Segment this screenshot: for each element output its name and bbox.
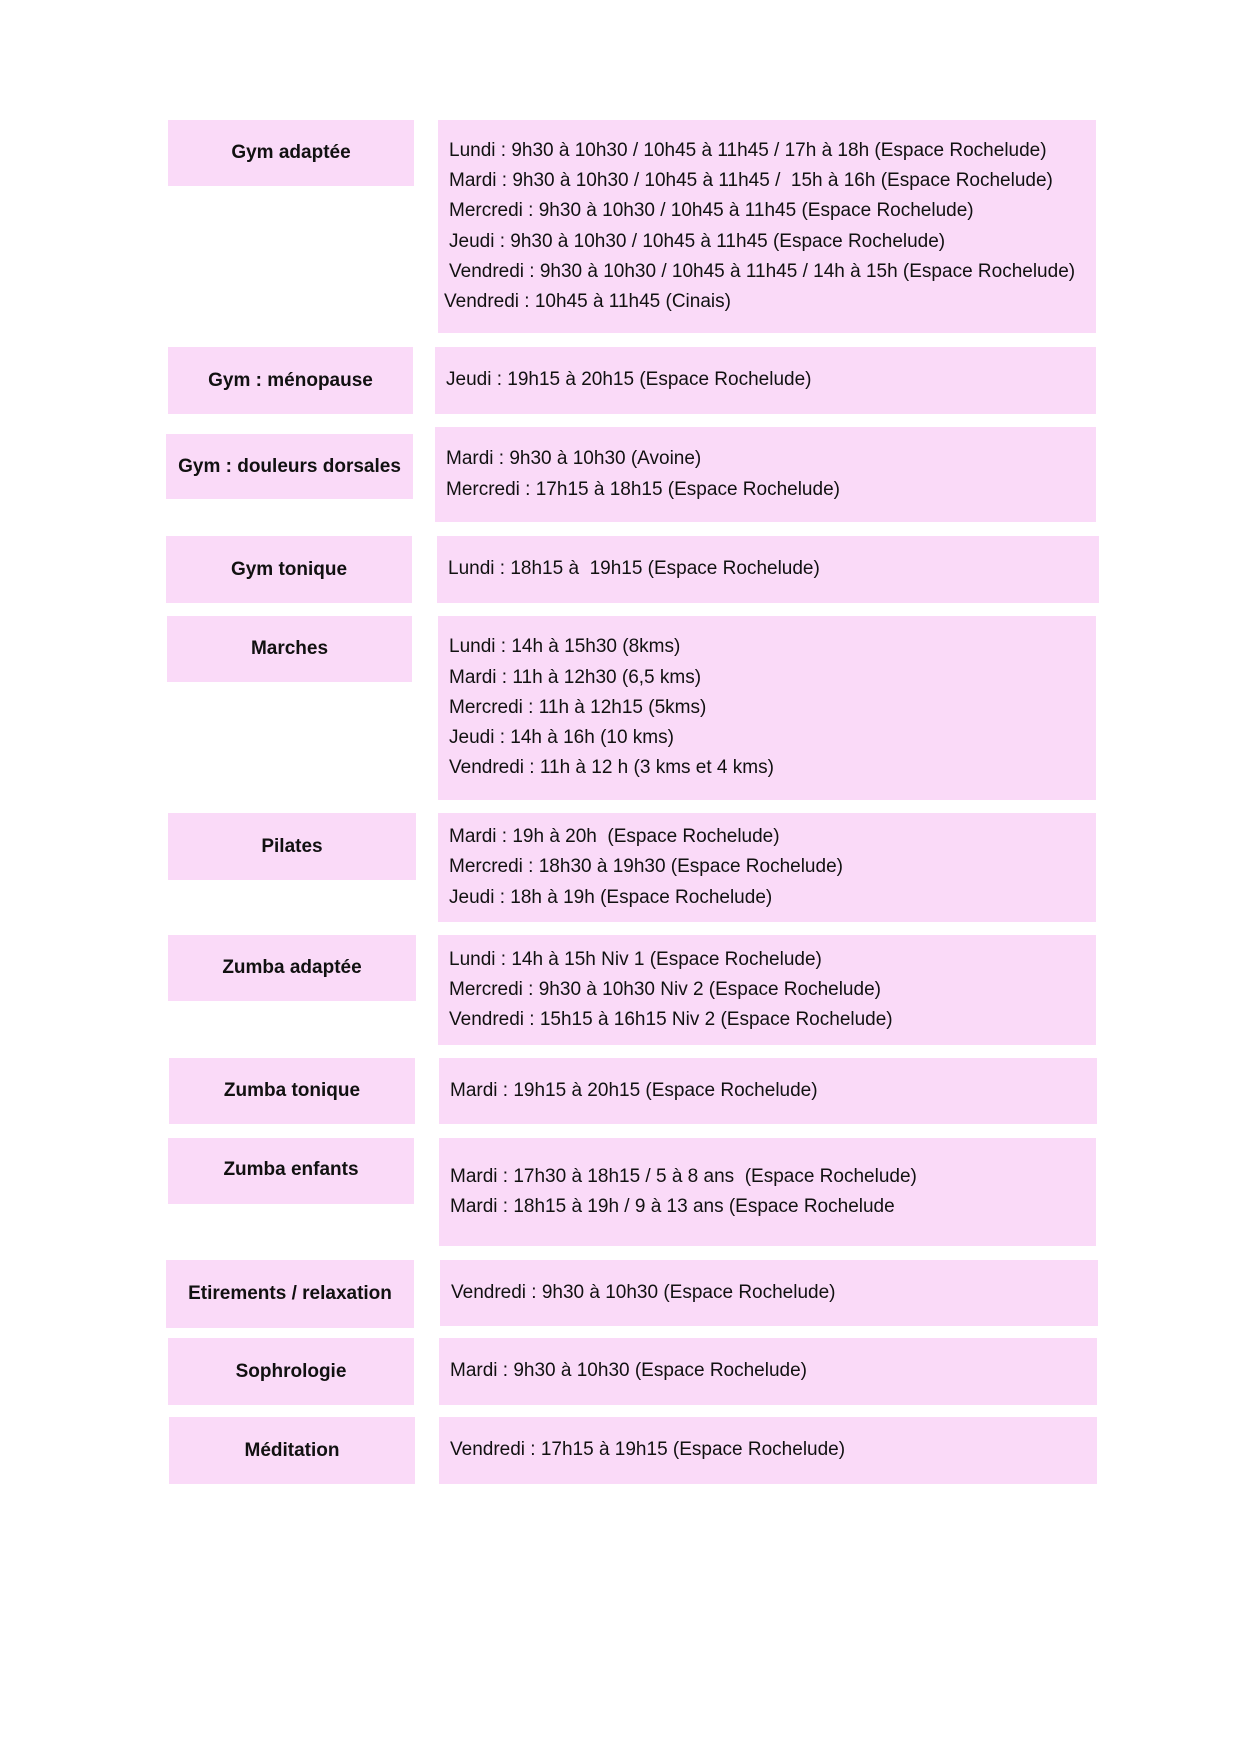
activity-label-gym-tonique xyxy=(166,536,412,603)
activity-label-text: Pilates xyxy=(261,835,323,857)
schedule-line: Lundi : 18h15 à 19h15 (Espace Rochelude) xyxy=(448,558,820,580)
schedule-line: Jeudi : 9h30 à 10h30 / 10h45 à 11h45 (Espace Rochelude) xyxy=(449,230,946,252)
activity-schedule-marches xyxy=(438,616,1096,800)
activity-schedule-gym-adaptee xyxy=(438,120,1096,333)
activity-label-meditation xyxy=(169,1417,415,1484)
activity-label-etirements-relaxation xyxy=(166,1260,414,1328)
schedule-line: Mardi : 18h15 à 19h / 9 à 13 ans (Espace Rochelude xyxy=(450,1196,895,1217)
schedule-line: Vendredi : 17h15 à 19h15 (Espace Rochelude) xyxy=(450,1439,846,1461)
activity-label-text: Gym : ménopause xyxy=(208,369,373,391)
activity-label-gym-menopause xyxy=(168,347,413,414)
schedule-line: Lundi : 14h à 15h30 (8kms) xyxy=(449,636,681,658)
schedule-line: Mercredi : 18h30 à 19h30 (Espace Rochelude) xyxy=(449,856,843,878)
schedule-line: Vendredi : 9h30 à 10h30 (Espace Rochelude) xyxy=(451,1281,836,1303)
activity-label-gym-douleurs-dorsales xyxy=(166,434,413,499)
activity-label-text: Gym adaptée xyxy=(231,142,351,163)
schedule-line: Mardi : 11h à 12h30 (6,5 kms) xyxy=(449,666,702,688)
schedule-line: Jeudi : 19h15 à 20h15 (Espace Rochelude) xyxy=(446,369,812,391)
activity-label-sophrologie xyxy=(168,1338,414,1405)
schedule-line: Mercredi : 11h à 12h15 (5kms) xyxy=(449,696,707,718)
activity-schedule-meditation xyxy=(439,1417,1097,1484)
schedule-line: Mercredi : 9h30 à 10h30 Niv 2 (Espace Rochelude) xyxy=(449,978,881,1000)
activity-label-text: Marches xyxy=(250,638,329,659)
schedule-line: Mercredi : 17h15 à 18h15 (Espace Rochelude) xyxy=(446,478,840,500)
activity-label-zumba-adaptee xyxy=(168,935,416,1001)
activity-schedule-gym-douleurs-dorsales xyxy=(435,427,1096,522)
schedule-line: Jeudi : 14h à 16h (10 kms) xyxy=(449,727,674,749)
activity-schedule-etirements-relaxation xyxy=(440,1260,1098,1326)
schedule-line: Mardi : 19h à 20h (Espace Rochelude) xyxy=(449,826,780,848)
activity-schedule-zumba-adaptee xyxy=(438,935,1096,1045)
activity-label-marches xyxy=(167,616,412,682)
activity-schedule-gym-tonique xyxy=(437,536,1099,603)
schedule-line: Vendredi : 15h15 à 16h15 Niv 2 (Espace Rochelude) xyxy=(449,1009,893,1031)
activity-label-text: Gym tonique xyxy=(230,558,348,580)
schedule-line: Mardi : 17h30 à 18h15 / 5 à 8 ans (Espace Rochelude) xyxy=(450,1165,917,1187)
schedule-line: Mardi : 9h30 à 10h30 / 10h45 à 11h45 / 15h à 16h (Espace Rochelude) xyxy=(449,170,1053,192)
schedule-line: Mardi : 9h30 à 10h30 (Avoine) xyxy=(446,448,702,470)
schedule-line: Vendredi : 9h30 à 10h30 / 10h45 à 11h45 / 14h à 15h (Espace Rochelude) xyxy=(449,260,1076,282)
activity-label-text: Zumba enfants xyxy=(223,1159,359,1180)
schedule-line: Jeudi : 18h à 19h (Espace Rochelude) xyxy=(449,886,773,908)
activity-schedule-zumba-enfants xyxy=(439,1138,1096,1246)
schedule-line: Vendredi : 10h45 à 11h45 (Cinais) xyxy=(444,290,731,312)
activity-schedule-zumba-tonique xyxy=(439,1058,1097,1124)
activity-label-zumba-tonique xyxy=(169,1058,415,1124)
schedule-line: Mercredi : 9h30 à 10h30 / 10h45 à 11h45 (Espace Rochelude) xyxy=(449,200,974,222)
activity-label-text: Zumba tonique xyxy=(223,1080,361,1101)
activity-label-zumba-enfants xyxy=(168,1138,414,1204)
schedule-line: Lundi : 9h30 à 10h30 / 10h45 à 11h45 / 17h à 18h (Espace Rochelude) xyxy=(449,139,1047,161)
activity-label-text: Sophrologie xyxy=(235,1360,347,1382)
schedule-line: Mardi : 19h15 à 20h15 (Espace Rochelude) xyxy=(450,1079,818,1101)
activity-label-pilates xyxy=(168,813,416,880)
activity-schedule-pilates xyxy=(438,813,1096,922)
activity-label-text: Etirements / relaxation xyxy=(188,1283,392,1304)
activity-label-text: Zumba adaptée xyxy=(222,957,362,978)
schedule-line: Mardi : 9h30 à 10h30 (Espace Rochelude) xyxy=(450,1360,808,1382)
schedule-line: Lundi : 14h à 15h Niv 1 (Espace Rochelude) xyxy=(449,948,822,970)
activity-label-text: Méditation xyxy=(244,1439,340,1461)
activity-schedule-gym-menopause xyxy=(435,347,1096,414)
activity-schedule-sophrologie xyxy=(439,1338,1097,1405)
activity-label-text: Gym : douleurs dorsales xyxy=(178,455,401,477)
schedule-line: Vendredi : 11h à 12 h (3 kms et 4 kms) xyxy=(449,757,774,779)
activity-label-gym-adaptee xyxy=(168,120,414,186)
